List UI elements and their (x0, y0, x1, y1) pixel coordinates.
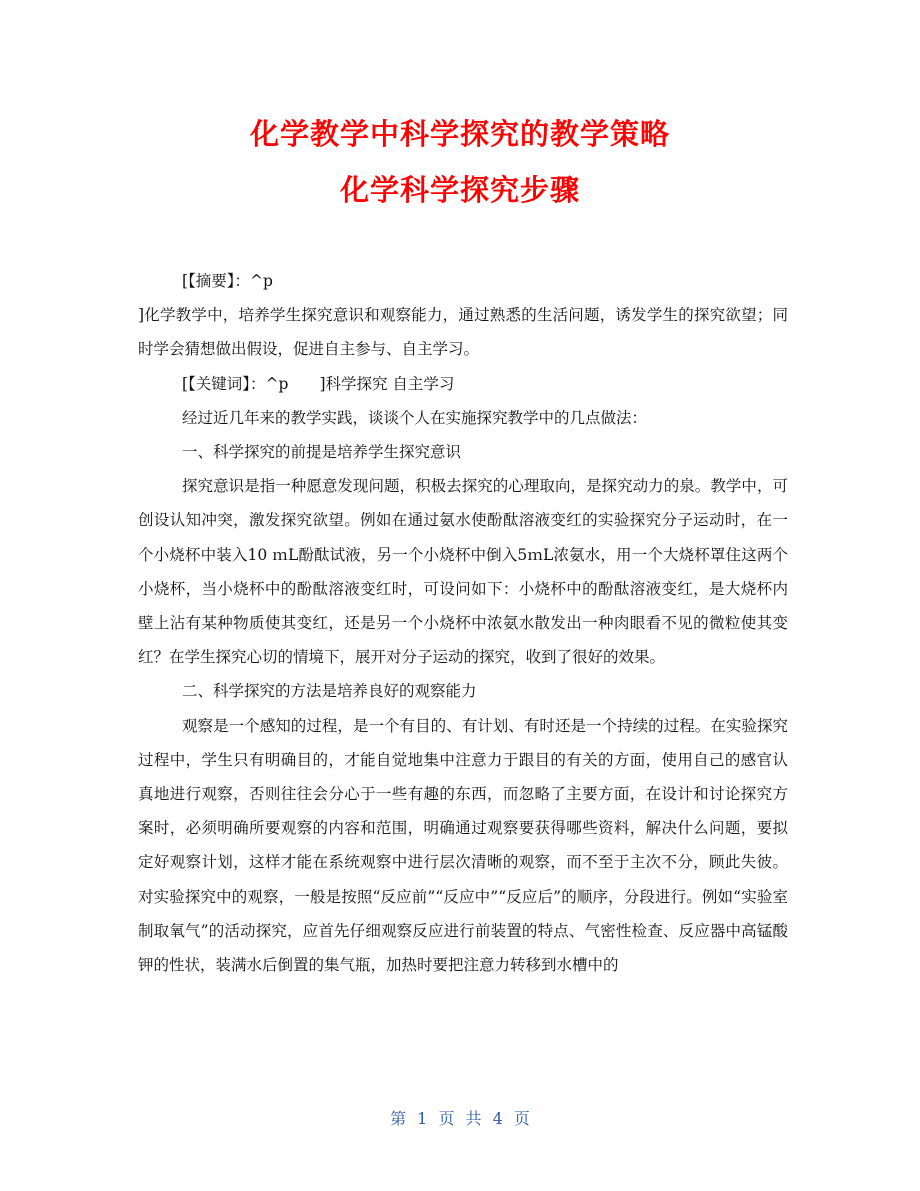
abstract-text: ]化学教学中，培养学生探究意识和观察能力，通过熟悉的生活问题，诱发学生的探究欲望；同时学会猜想做出假设，促进自主参与、自主学习。 (138, 306, 788, 359)
abstract-label: [【摘要】：^p (182, 272, 273, 290)
section-paragraph-1: 探究意识是指一种愿意发现问题，积极去探究的心理取向，是探究动力的泉。教学中，可创设认知冲突，激发探究欲望。例如在通过氨水使酚酞溶液变红的实验探究分子运动时，在一个小烧杯中装入10 ｍL酚酞试液，另一个小烧杯中倒入5ｍL浓氨水，用一个大烧杯罩住这两个小烧杯，当小烧杯中的酚酞溶液变红时，可设问如下：小烧杯中的酚酞溶液变红，是大烧杯内壁上沾有某种物质使其变红，还是另一个小烧杯中浓氨水散发出一种肉眼看不见的微粒使其变红？在学生探究心切的情境下，展开对分子运动的探究，收到了很好的效果。 (138, 477, 788, 667)
document-subtitle: 化学科学探究步骤 (339, 173, 580, 207)
document-body (138, 264, 788, 982)
document-title: 化学教学中科学探究的教学策略 (249, 117, 670, 151)
section-paragraph-2: 观察是一个感知的过程，是一个有目的、有计划、有时还是一个持续的过程。在实验探究过程中，学生只有明确目的，才能自觉地集中注意力于跟目的有关的方面，使用自己的感官认真地进行观察，否则往往会分心于一些有趣的东西，而忽略了主要方面，在设计和讨论探究方案时，必须明确所要观察的内容和范围，明确通过观察要获得哪些资料，解决什么问题，要拟定好观察计划，这样才能在系统观察中进行层次清晰的观察，而不至于主次不分，顾此失彼。对实验探究中的观察，一般是按照“反应前”“反应中”“反应后”的顺序，分段进行。例如“实验室制取氧气”的活动探究，应首先仔细观察反应进行前装置的特点、气密性检查、反应器中高锰酸钾的性状，装满水后倒置的集气瓶，加热时要把注意力转移到水槽中的 (138, 716, 788, 975)
page-footer: 第 1 页 共 4 页 (390, 1109, 530, 1128)
keywords-line: [【关键词】：^p ]科学探究 自主学习 (182, 374, 455, 393)
section-heading-2: 二、科学探究的方法是培养良好的观察能力 (182, 682, 477, 701)
intro-paragraph: 经过近几年来的教学实践，谈谈个人在实施探究教学中的几点做法： (182, 408, 648, 427)
section-heading-1: 一、科学探究的前提是培养学生探究意识 (182, 443, 462, 462)
